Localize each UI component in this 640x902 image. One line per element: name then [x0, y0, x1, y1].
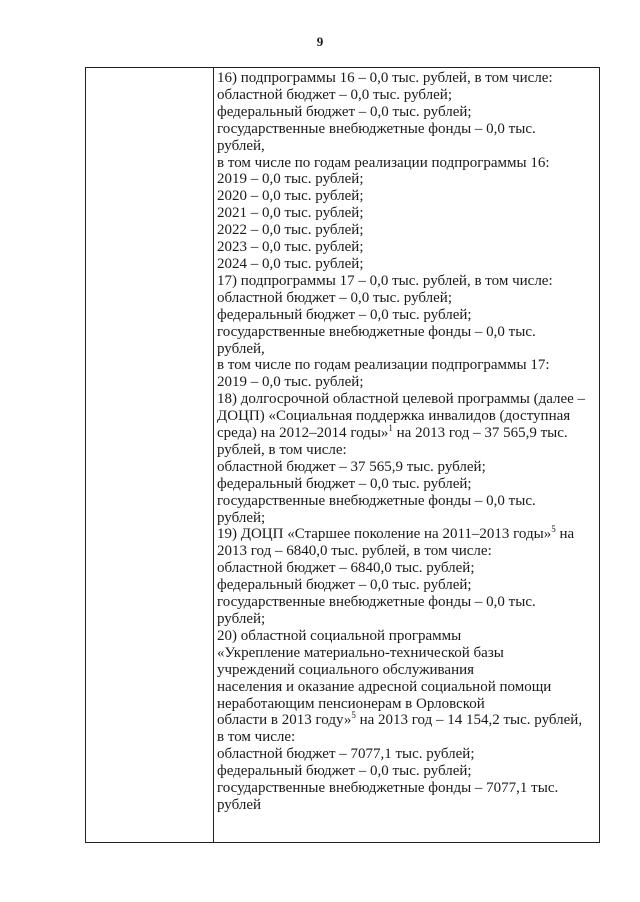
text-line [217, 459, 595, 476]
line-text: 2019 – 0,0 тыс. рублей; [217, 171, 364, 188]
line-text: федеральный бюджет – 0,0 тыс. рублей; [217, 306, 472, 323]
line-text-continued: на 2013 год – 37 565,9 тыс. [392, 425, 568, 442]
line-text: неработающим пенсионерам в Орловской [217, 695, 485, 712]
text-line [217, 408, 595, 425]
text-line [217, 425, 595, 442]
document-table [85, 67, 600, 843]
text-line [217, 493, 595, 510]
line-text: 16) подпрограммы 16 – 0,0 тыс. рублей, в том числе: [217, 70, 553, 86]
text-line [217, 729, 595, 746]
text-line [217, 104, 595, 121]
line-text: 2019 – 0,0 тыс. рублей; [217, 374, 364, 391]
line-text: 2024 – 0,0 тыс. рублей; [217, 255, 364, 272]
text-line [217, 391, 595, 408]
text-line [217, 780, 595, 797]
text-line [217, 797, 595, 814]
text-line [217, 543, 595, 560]
text-line [217, 763, 595, 780]
text-line [217, 324, 595, 341]
line-text: в том числе по годам реализации подпрограммы 16: [217, 154, 550, 171]
text-line [217, 374, 595, 391]
text-line [217, 628, 595, 645]
table-left-column [86, 68, 214, 842]
line-text: областной бюджет – 37 565,9 тыс. рублей; [217, 458, 486, 475]
text-line [217, 138, 595, 155]
line-text: населения и оказание адресной социальной помощи [217, 678, 552, 695]
line-text: федеральный бюджет – 0,0 тыс. рублей; [217, 475, 472, 492]
line-text: областной бюджет – 7077,1 тыс. рублей; [217, 746, 475, 763]
line-text: 18) долгосрочной областной целевой программы (далее – [217, 391, 586, 408]
text-line [217, 273, 595, 290]
text-line [217, 679, 595, 696]
line-text: рублей; [217, 509, 266, 526]
text-line [217, 577, 595, 594]
text-line [217, 510, 595, 527]
footnote-ref: 5 [351, 710, 356, 721]
text-line [217, 70, 595, 87]
text-line [217, 476, 595, 493]
line-text: учреждений социального обслуживания [217, 661, 475, 678]
line-text: государственные внебюджетные фонды – 7077,1 тыс. [217, 780, 559, 797]
text-line [217, 442, 595, 459]
line-text: областной бюджет – 6840,0 тыс. рублей; [217, 560, 475, 577]
footnote-ref: 5 [551, 524, 556, 535]
text-line [217, 662, 595, 679]
line-text: федеральный бюджет – 0,0 тыс. рублей; [217, 577, 472, 594]
text-line [217, 696, 595, 713]
line-text: 2021 – 0,0 тыс. рублей; [217, 205, 364, 222]
line-text: государственные внебюджетные фонды – 0,0 тыс. [217, 323, 536, 340]
line-text: 2022 – 0,0 тыс. рублей; [217, 222, 364, 239]
line-text: федеральный бюджет – 0,0 тыс. рублей; [217, 763, 472, 780]
footnote-ref: 1 [388, 423, 393, 434]
text-line [217, 712, 595, 729]
line-text: 2023 – 0,0 тыс. рублей; [217, 239, 364, 256]
text-line [217, 560, 595, 577]
text-line [217, 171, 595, 188]
line-text: ДОЦП) «Социальная поддержка инвалидов (доступная [217, 408, 571, 425]
line-text: 2020 – 0,0 тыс. рублей; [217, 188, 364, 205]
text-line [217, 611, 595, 628]
line-text: рублей, в том числе: [217, 441, 347, 458]
line-text: рублей, [217, 137, 265, 154]
text-line [217, 239, 595, 256]
line-text: среда) на 2012–2014 годы» [217, 425, 389, 442]
text-line [217, 594, 595, 611]
line-text: государственные внебюджетные фонды – 0,0 тыс. [217, 492, 536, 509]
line-text: рублей, [217, 340, 265, 357]
line-text-continued: на [555, 526, 575, 543]
text-line [217, 87, 595, 104]
text-line [217, 746, 595, 763]
text-line [217, 155, 595, 172]
page-number: 9 [316, 34, 324, 49]
line-text: области в 2013 году» [217, 712, 352, 729]
text-line [217, 222, 595, 239]
line-text: рублей; [217, 611, 266, 627]
text-line [217, 256, 595, 273]
line-text: рублей [217, 796, 262, 813]
text-line [217, 205, 595, 222]
line-text: 2013 год – 6840,0 тыс. рублей, в том числе: [217, 543, 492, 560]
text-line [217, 121, 595, 138]
line-text: 20) областной социальной программы [217, 627, 462, 644]
line-text: областной бюджет – 0,0 тыс. рублей; [217, 289, 452, 306]
table-right-column [217, 70, 595, 814]
line-text: государственные внебюджетные фонды – 0,0 тыс. [217, 120, 536, 137]
line-text: государственные внебюджетные фонды – 0,0 тыс. [217, 594, 536, 611]
line-text: федеральный бюджет – 0,0 тыс. рублей; [217, 103, 472, 120]
line-text: областной бюджет – 0,0 тыс. рублей; [217, 86, 452, 103]
text-line [217, 341, 595, 358]
line-text: в том числе: [217, 729, 296, 746]
text-line [217, 307, 595, 324]
line-text: 19) ДОЦП «Старшее поколение на 2011–2013 годы» [217, 526, 552, 543]
line-text: в том числе по годам реализации подпрограммы 17: [217, 357, 550, 374]
text-line [217, 290, 595, 307]
text-line [217, 357, 595, 374]
text-line [217, 188, 595, 205]
line-text: «Укрепление материально-технической базы [217, 644, 504, 661]
text-line [217, 526, 595, 543]
line-text: 17) подпрограммы 17 – 0,0 тыс. рублей, в том числе: [217, 272, 553, 289]
text-line [217, 645, 595, 662]
line-text-continued: на 2013 год – 14 154,2 тыс. рублей, [355, 712, 583, 729]
